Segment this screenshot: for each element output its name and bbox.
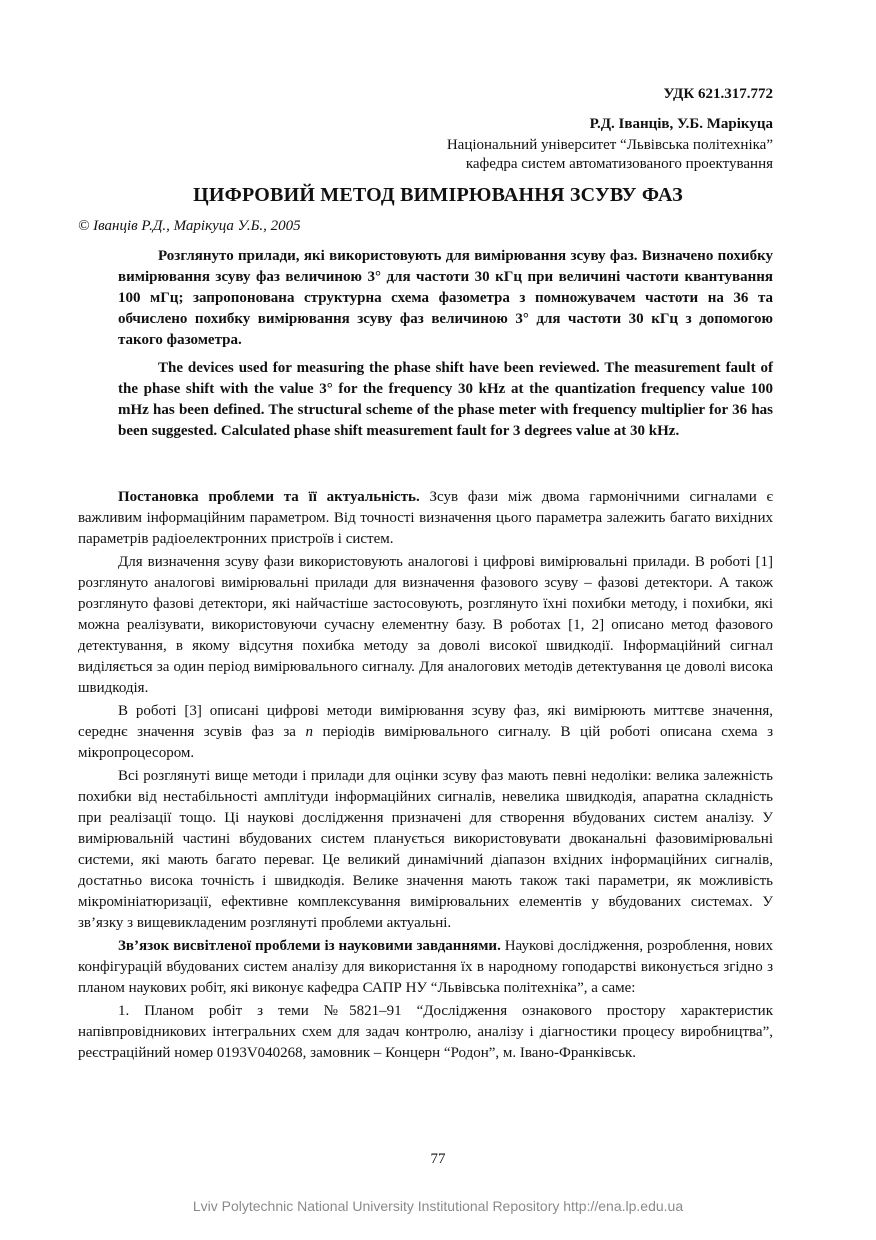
page-number: 77: [430, 1151, 446, 1167]
paragraph-text: періодів вимірювального сигналу. В цій роботі описана схема з мікропроцесором.: [78, 724, 773, 761]
abstract-english: The devices used for measuring the phase shift have been reviewed. The measurement fault of the phase shift with the value 3° for the frequency 30 kHz at the quantization frequency value 100 mHz has been defined. The structural scheme of the phase meter with frequency multiplier for 36 has been suggested. Calculated phase shift measurement fault for 3 degrees value at 30 kHz.: [118, 360, 773, 439]
paragraph-work-plan: 1. Планом робіт з теми №5821–91 “Дослідження ознакового простору характеристик напівпровідникових інтегральних схем для задач контролю, аналізу і діагностики процесу виробництва”, реєстраційний номер 0193V040268, замовник – Концерн “Родон”, м. Івано-Франківськ.: [78, 1003, 773, 1061]
repository-footer: Lviv Polytechnic National University Institutional Repository http://ena.lp.edu.ua: [192, 1198, 684, 1214]
paper-title: ЦИФРОВИЙ МЕТОД ВИМІРЮВАННЯ ЗСУВУ ФАЗ: [193, 184, 683, 206]
paragraph-digital-methods: [78, 701, 773, 764]
paragraph-text: Наукові дослідження, розроблення, нових конфігурацій вбудованих систем аналізу для використання їх в народному гоподарстві виконується згідно з планом наукових робіт, які виконує кафедра САПР НУ “Львівська політехніка”, а саме:: [78, 938, 774, 996]
paragraph-drawbacks: Всі розглянуті вище методи і прилади для оцінки зсуву фаз мають певні недоліки: велика залежність похибки від нестабільності амплітуди інформаційних сигналів, невелика швидкодія, апаратна складність при реалізації тощо. Ці наукові дослідження призначені для створення вбудованих систем аналізу. У вимірювальній частині вбудованих систем планується використовувати двоканальні фазовимірювальні системи, які мають багато переваг. Це великий динамічний діапазон вхідних інформаційних сигналів, достатньо висока точність і швидкодія. Велике значення мають також такі параметри, як можливість мікромініатюризації, ефективне комплексування вимірювальних елементів у вбудованих системах. У зв’язку з вищевикладеним розглянуті проблеми актуальні.: [78, 768, 773, 931]
affiliation: [447, 136, 773, 174]
paragraph-scientific-tasks: [78, 936, 773, 999]
paragraph-text: В роботі [3] описані цифрові методи вимірювання зсуву фаз, які вимірюють миттєве значення, середнє значення зсувів фаз за: [78, 703, 773, 740]
body-text: [78, 487, 773, 1066]
section-heading-tasks: Зв’язок висвітленої проблеми із науковими завданнями.: [118, 938, 501, 954]
affiliation-university: Національний університет “Львівська політехніка”: [446, 137, 773, 153]
paragraph-analog-methods: Для визначення зсуву фази використовують аналогові і цифрові вимірювальні прилади. В роботі [1] розглянуто аналогові вимірювальні прилади для визначення фазового зсуву – фазові детектори. А також розглянуто фазові детектори, які найчастіше застосовують, розглянуто їхні похибки методу, і похибки, які можна реалізувати, використовуючи сучасну елементну базу. В роботах [1, 2] описано метод фазового детектування, в якому відсутня похибка методу за доволі високої швидкодії. Інформаційний сигнал виділяється за один період вимірювального сигналу. Для аналогових методів детектування це доволі висока швидкодія.: [78, 554, 773, 696]
abstract-ukrainian: Розглянуто прилади, які використовують для вимірювання зсуву фаз. Визначено похибку вимірювання зсуву фаз величиною 3° для частоти 30 кГц при величині частоти квантування 100 мГц; запропонована структурна схема фазометра з помножувачем частоти на 36 та обчислено похибку вимірювання зсуву фаз величиною 3° для частоти 30 кГц з допомогою такого фазометра.: [118, 248, 773, 348]
variable-n: n: [305, 724, 313, 740]
section-heading-problem: Постановка проблеми та її актуальність.: [118, 489, 420, 505]
copyright-line: © Іванців Р.Д., Марікуца У.Б., 2005: [78, 218, 301, 234]
affiliation-department: кафедра систем автоматизованого проектування: [465, 156, 773, 172]
paragraph-text: Зсув фази між двома гармонічними сигналами є важливим інформаційним параметром. Від точності визначення цього параметра залежить багато вихідних параметрів радіоелектронних пристроїв і систем.: [78, 489, 773, 547]
paragraph-problem-statement: [78, 487, 773, 550]
authors: Р.Д. Іванців, У.Б. Марікуца: [589, 116, 773, 132]
udc-code: УДК 621.317.772: [663, 86, 773, 102]
